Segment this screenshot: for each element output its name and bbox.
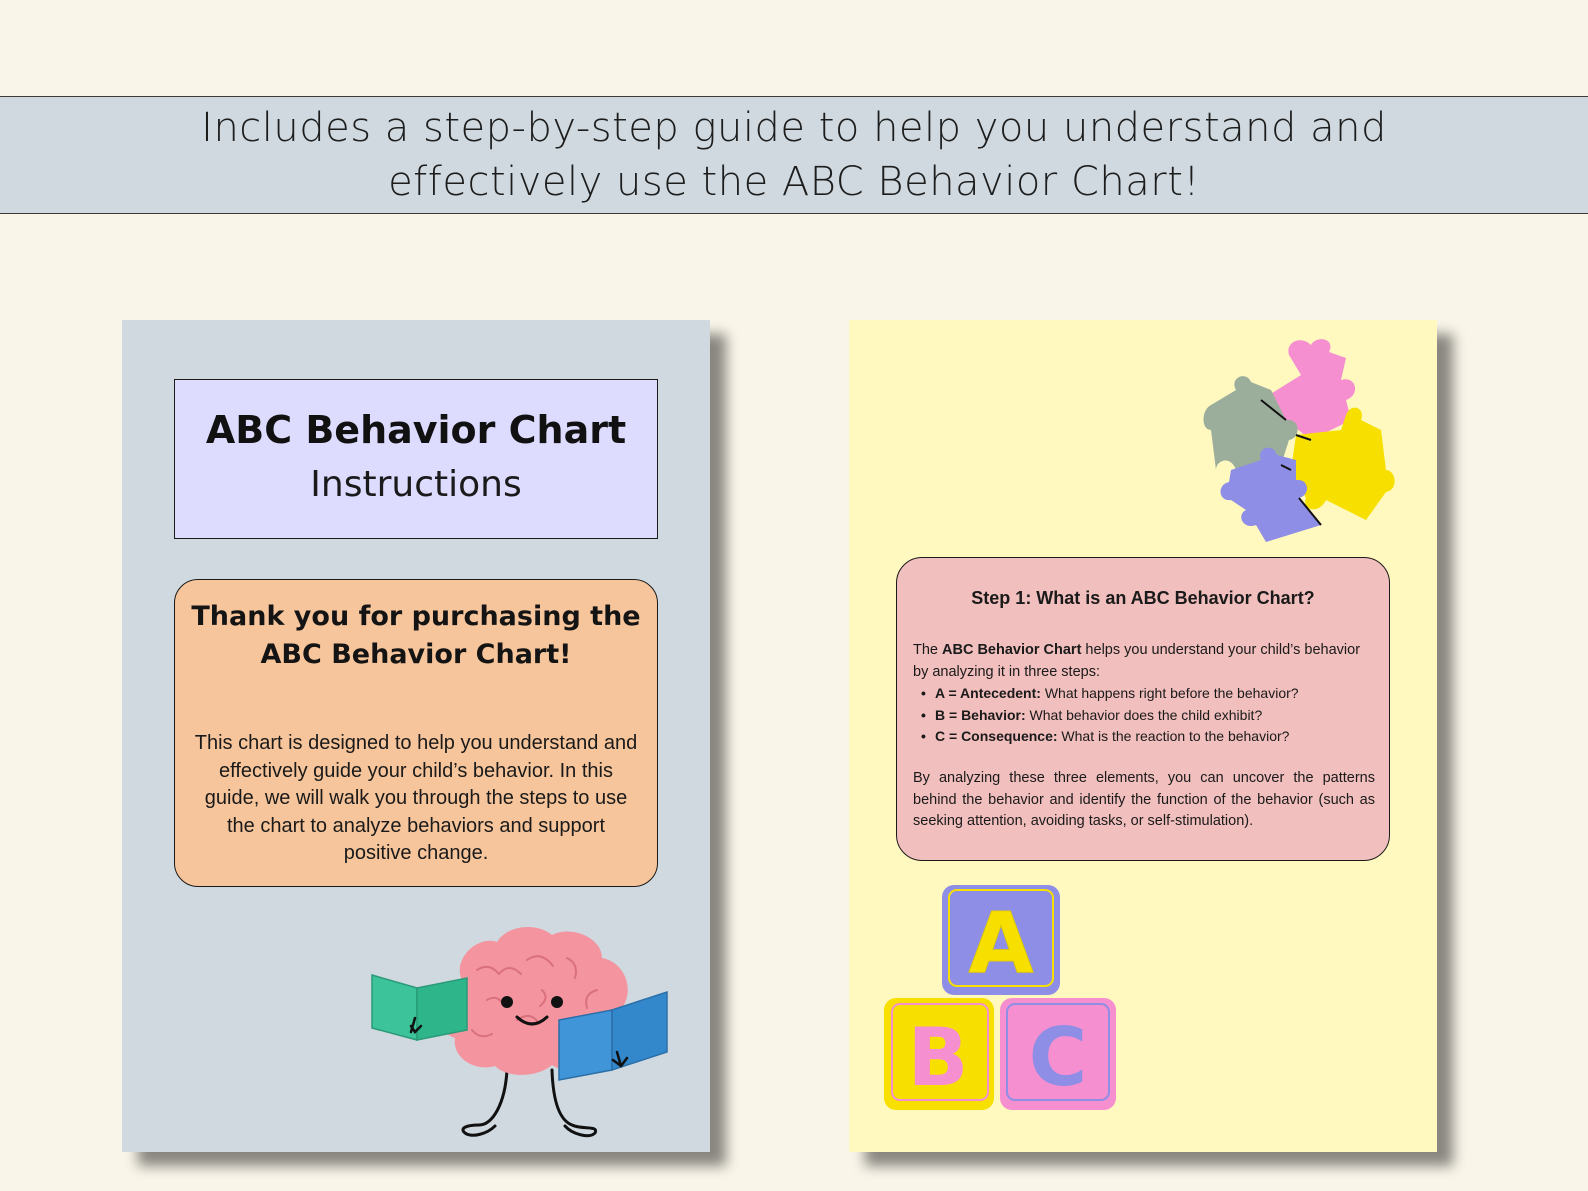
block-letter-a: A (968, 894, 1034, 992)
instructions-cover-page (122, 320, 710, 1152)
thank-you-line-2: ABC Behavior Chart! (260, 639, 572, 670)
intro-prefix: The (913, 642, 943, 658)
title-box (174, 379, 658, 539)
step-intro (913, 640, 1375, 683)
list-text: What is the reaction to the behavior? (1057, 728, 1290, 744)
list-item (919, 683, 1379, 705)
list-item (919, 705, 1379, 727)
list-term: B = Behavior: (935, 706, 1026, 723)
thank-you-card (174, 579, 658, 887)
intro-suffix: helps you understand your child’s behavior by analyzing it in three steps: (913, 642, 1361, 680)
step-outro: By analyzing these three elements, you can uncover the patterns behind the behavior and identify the function of the behavior (such as seeking attention, avoiding tasks, or self-stimulation). (913, 770, 1375, 829)
list-text: What behavior does the child exhibit? (1025, 706, 1263, 723)
page-subtitle: Instructions (310, 464, 522, 505)
step-one-card (896, 557, 1390, 861)
page-title: ABC Behavior Chart (205, 408, 627, 452)
block-letter-b: B (907, 1011, 969, 1104)
thank-you-line-1: Thank you for purchasing the (191, 601, 641, 632)
thank-you-heading (185, 598, 647, 674)
intro-bold: ABC Behavior Chart (942, 642, 1082, 658)
banner-line-1: Includes a step-by-step guide to help you understand and (201, 105, 1387, 151)
banner-line-2: effectively use the ABC Behavior Chart! (388, 159, 1200, 205)
list-item (919, 726, 1379, 748)
brain-reading-books-icon (367, 920, 677, 1150)
abc-blocks-icon (884, 880, 1124, 1115)
list-term: C = Consequence: (935, 728, 1058, 744)
block-letter-c: C (1028, 1011, 1088, 1104)
list-term: A = Antecedent: (935, 685, 1041, 701)
abc-list (919, 683, 1379, 748)
step-one-page (849, 320, 1437, 1152)
thank-you-body: This chart is designed to help you understand and effectively guide your child’s behavior. In this guide, we will walk you through the steps to use the chart to analyze behaviors and support positive change. (194, 732, 638, 864)
puzzle-pieces-icon (1201, 330, 1396, 545)
list-text: What happens right before the behavior? (1040, 685, 1299, 701)
header-banner (0, 96, 1588, 214)
step-title: Step 1: What is an ABC Behavior Chart? (971, 588, 1315, 608)
